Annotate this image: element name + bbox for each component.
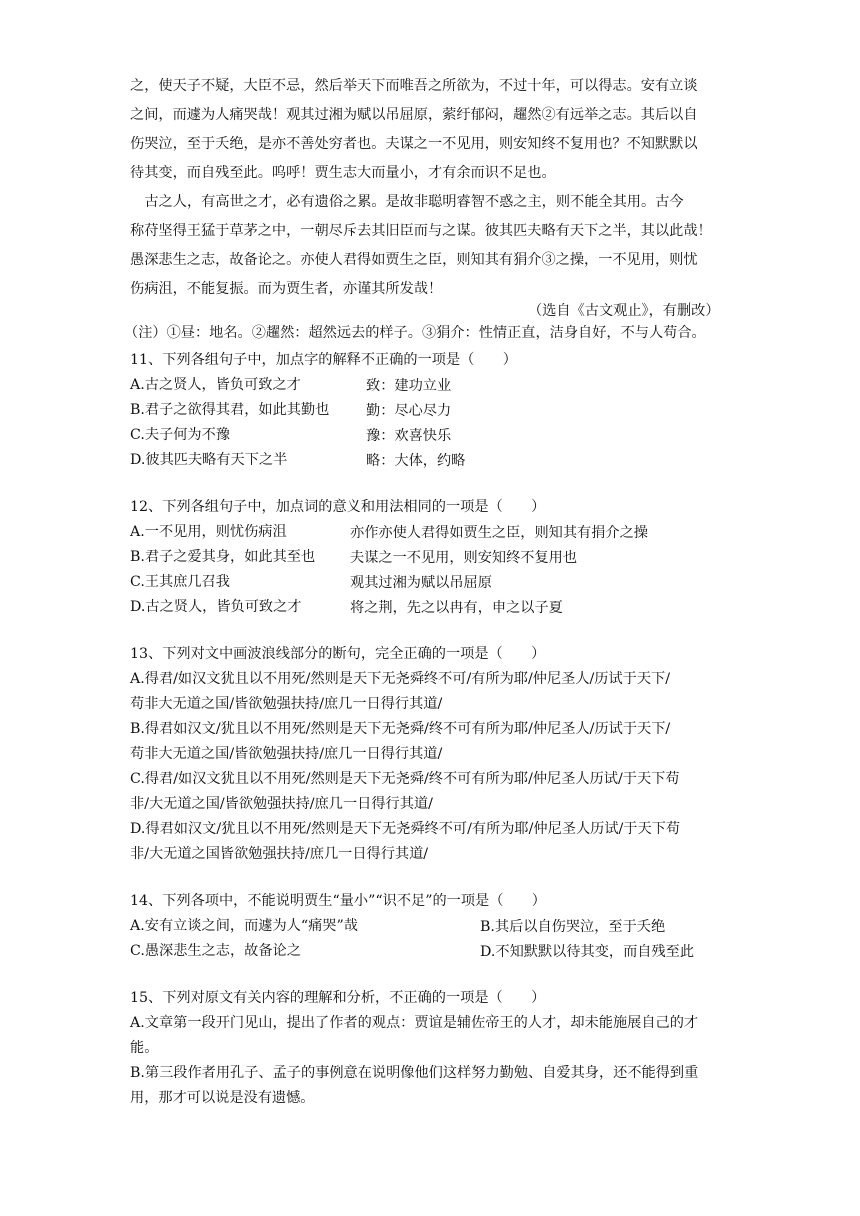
- q14-option-c: C.愚深悲生之志，故备论之: [130, 943, 301, 959]
- q11-option-c-gloss: 豫：欢喜快乐: [366, 428, 452, 444]
- q13-line: 苟非大无道之国/皆欲勉强扶持/庶几一日得行其道/: [130, 746, 443, 762]
- question-12-stem: 12、下列各组句子中，加点词的意义和用法相同的一项是（ ）: [130, 499, 546, 515]
- q15-line: 能。: [130, 1040, 159, 1056]
- q14-option-d: D.不知默默以待其变，而自残至此: [480, 944, 695, 960]
- q12-option-d: D.古之贤人，皆负可致之才: [130, 599, 302, 615]
- q12-option-a-compare: 亦作亦使人君得如贾生之臣，则知其有捐介之操: [350, 525, 648, 541]
- q12-option-d-compare: 将之荆，先之以冉有，申之以子夏: [350, 600, 563, 616]
- q11-option-b-gloss: 勤：尽心尽力: [366, 403, 452, 419]
- passage-line: 伤哭泣，至于夭绝，是亦不善处穷者也。夫谋之一不见用，则安知终不复用也？不知默默以: [130, 136, 698, 152]
- q11-option-b: B.君子之欲得其君，如此其勤也: [130, 402, 330, 418]
- passage-line: 待其变，而自残至此。呜呼！贾生志大而量小，才有余而识不足也。: [130, 165, 556, 181]
- q13-line: 非/大无道之国/皆欲勉强扶持/庶几一日得行其道/: [130, 796, 433, 812]
- passage-line: 称苻坚得王猛于草茅之中，一朝尽斥去其旧臣而与之谋。彼其匹夫略有天下之半，其以此哉！: [130, 223, 712, 239]
- q12-option-b-compare: 夫谋之一不见用，则安知终不复用也: [350, 550, 578, 566]
- q12-option-c-compare: 观其过湘为赋以吊屈原: [350, 575, 492, 591]
- q12-option-c: C.王其庶几召我: [130, 574, 230, 590]
- q15-line: B.第三段作者用孔子、孟子的事例意在说明像他们这样努力勤勉、自爱其身，还不能得到重: [130, 1065, 699, 1081]
- question-14-stem: 14、下列各项中，不能说明贾生“量小”“识不足”的一项是（ ）: [130, 893, 546, 909]
- q11-option-d-gloss: 略：大体，约略: [366, 453, 466, 469]
- source-citation: （选自《古文观止》，有删改）: [528, 303, 720, 319]
- passage-line: 之，使天子不疑，大臣不忌，然后举天下而唯吾之所欲为，不过十年，可以得志。安有立谈: [130, 78, 698, 94]
- question-13-stem: 13、下列对文中画波浪线部分的断句，完全正确的一项是（ ）: [130, 646, 546, 662]
- footnote: （注）①昼：地名。②趯然：超然远去的样子。③狷介：性情正直，洁身自好，不与人苟合。: [124, 325, 706, 341]
- q14-option-b: B.其后以自伤哭泣，至于夭绝: [480, 919, 666, 935]
- q11-option-a: A.古之贤人，皆负可致之才: [130, 377, 301, 393]
- q14-option-a: A.安有立谈之间，而遽为人“痛哭”哉: [130, 918, 358, 934]
- passage-line: 古之人，有高世之才，必有遗俗之累。是故非聪明睿智不惑之主，则不能全其用。古今: [116, 194, 684, 210]
- q15-line: A.文章第一段开门见山，提出了作者的观点：贾谊是辅佐帝王的人才，却未能施展自己的才: [130, 1015, 699, 1031]
- q12-option-a: A.一不见用，则忧伤病沮: [130, 524, 287, 540]
- passage-line: 之间，而遽为人痛哭哉！观其过湘为赋以吊屈原，萦纡郁闷，趯然②有远举之志。其后以自: [130, 107, 698, 123]
- q13-line: D.得君如汉文/犹且以不用死/然则是天下无尧舜终不可/有所为耶/仲尼圣人历试/于天下苟: [130, 821, 681, 837]
- q13-line: 非/大无道之国皆欲勉强扶持/庶几一日得行其道/: [130, 846, 429, 862]
- question-11-stem: 11、下列各组句子中，加点字的解释不正确的一项是（ ）: [130, 352, 517, 368]
- q11-option-a-gloss: 致：建功立业: [366, 378, 452, 394]
- q13-line: B.得君如汉文/犹且以不用死/然则是天下无尧舜/终不可有所为耶/仲尼圣人/历试于天下/: [130, 721, 671, 737]
- passage-line: 愚深悲生之志，故备论之。亦使人君得如贾生之臣，则知其有狷介③之操，一不见用，则忧: [130, 252, 698, 268]
- q15-line: 用，那才可以说是没有遗憾。: [130, 1090, 315, 1106]
- question-15-stem: 15、下列对原文有关内容的理解和分析，不正确的一项是（ ）: [130, 990, 546, 1006]
- q13-line: 苟非大无道之国/皆欲勉强扶持/庶几一日得行其道/: [130, 696, 443, 712]
- q13-line: A.得君/如汉文犹且以不用死/然则是天下无尧舜终不可/有所为耶/仲尼圣人/历试于天下/: [130, 671, 671, 687]
- q11-option-d: D.彼其匹夫略有天下之半: [130, 452, 288, 468]
- q12-option-b: B.君子之爱其身，如此其至也: [130, 549, 316, 565]
- q13-line: C.得君/如汉文犹且以不用死/然则是天下无尧舜/终不可有所为耶/仲尼圣人历试/于天下苟: [130, 771, 680, 787]
- q11-option-c: C.夫子何为不豫: [130, 427, 230, 443]
- passage-line: 伤病沮，不能复振。而为贾生者，亦谨其所发哉！: [130, 281, 443, 297]
